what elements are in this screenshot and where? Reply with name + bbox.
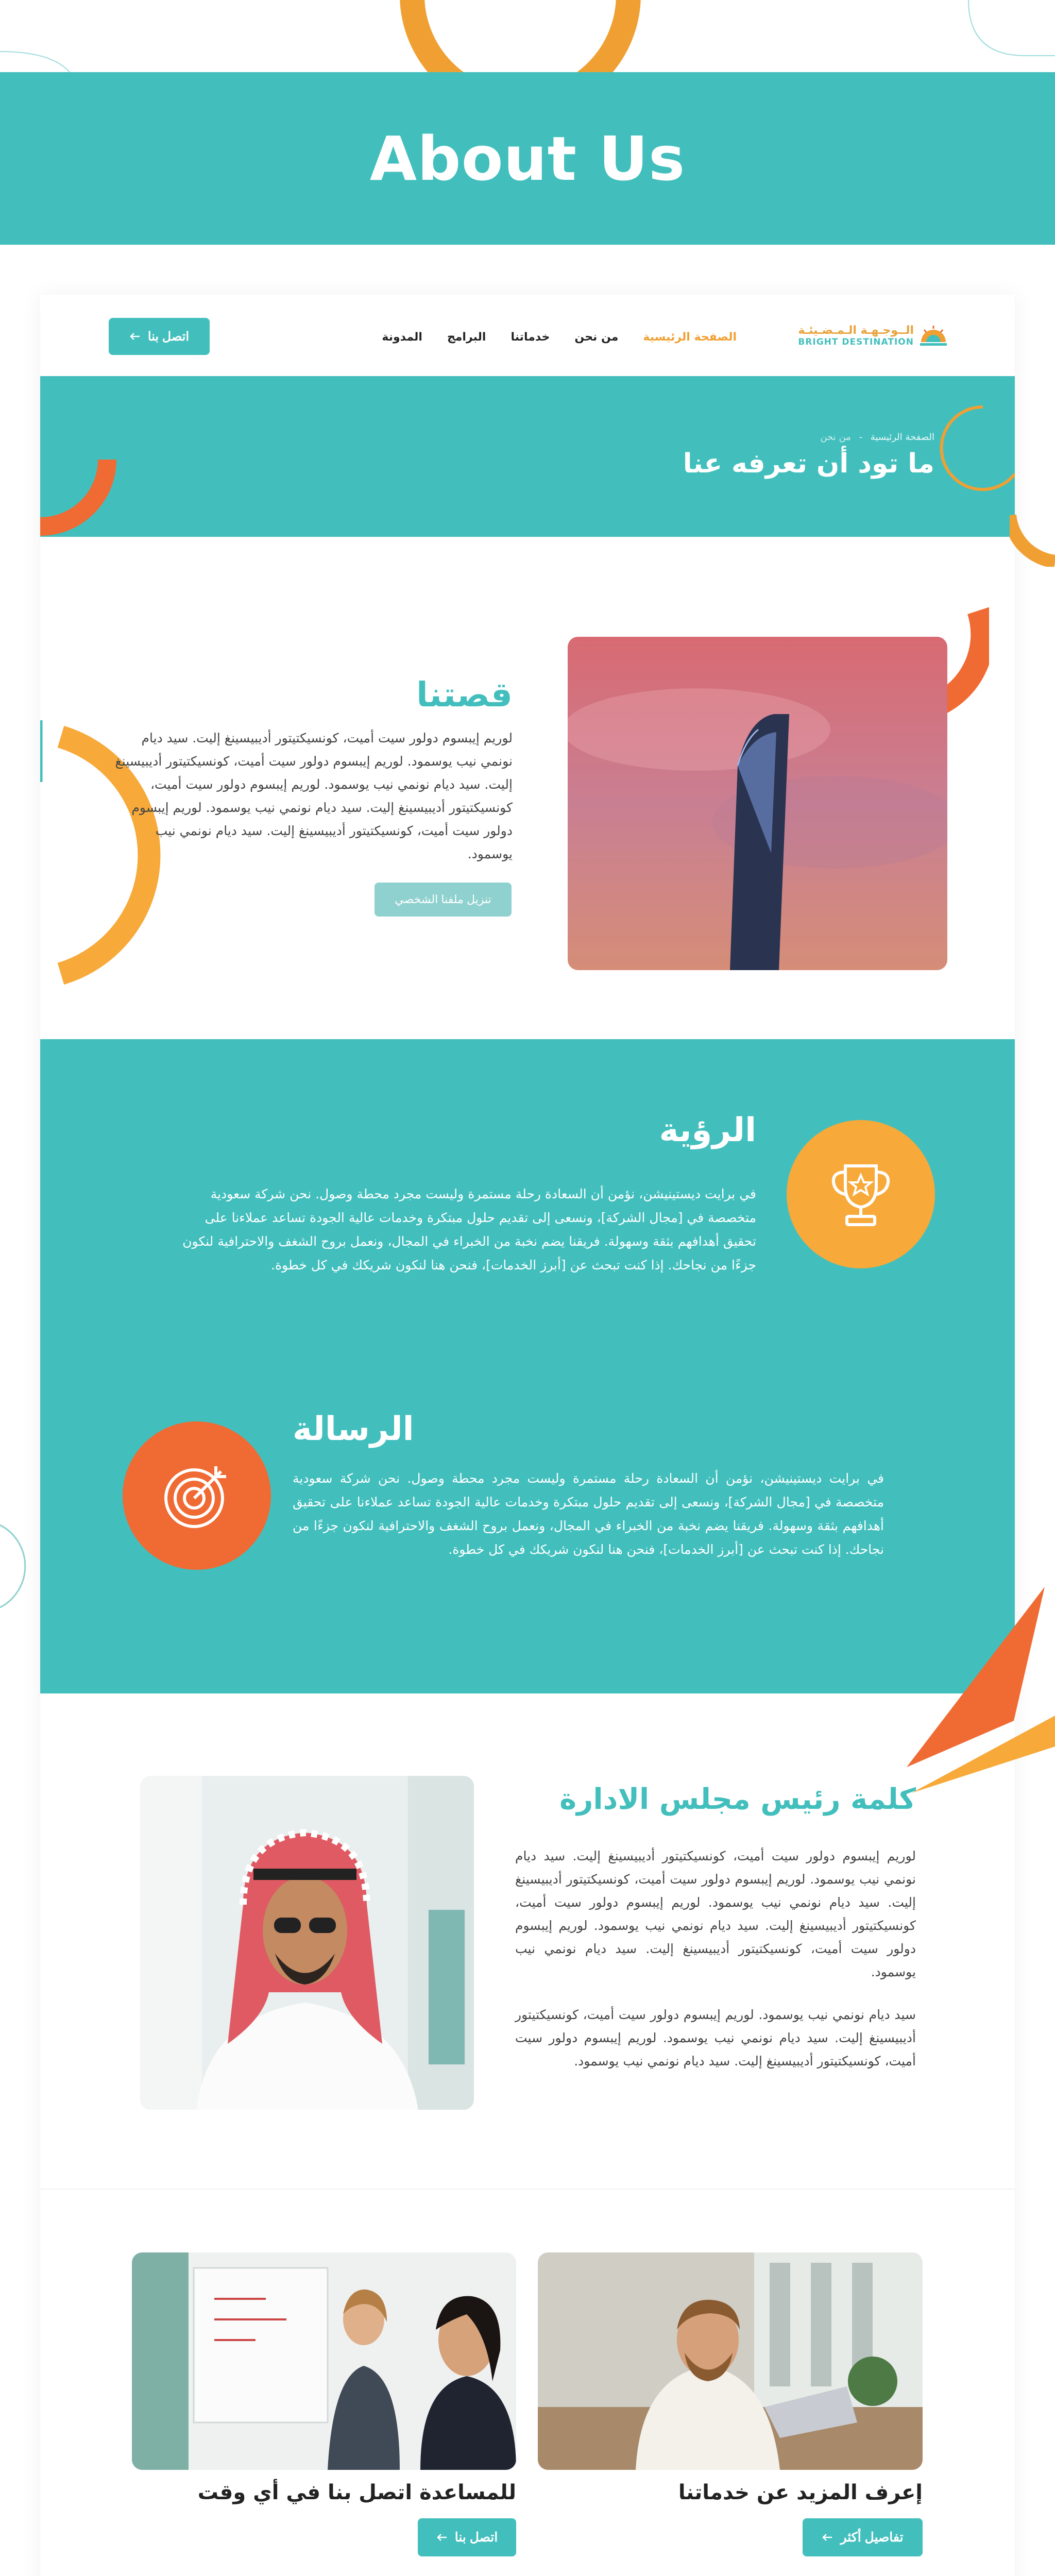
mission-title: الرسالة <box>293 1410 414 1448</box>
breadcrumb-separator: - <box>859 432 863 443</box>
services-details-label: تفاصيل أكثر <box>840 2530 904 2545</box>
banner-title: ما تود أن تعرفه عنا <box>683 448 934 479</box>
chairman-illustration <box>140 1776 474 2110</box>
chairman-paragraph-2: سيد ديام نونمي نيب يوسمود. لوريم إيبسوم دولور سيت أميت، كونسيكتيتور أديبيسينغ إليت. سيد ديام نونمي نيب يوسمود. لوريم إيبسوم دولور سيت أميت، كونسيكتيتور أديبيسينغ إليت. سيد ديام نونمي نيب يوسمود. <box>515 2007 916 2069</box>
site-header <box>40 299 1015 376</box>
hero-band <box>0 72 1055 245</box>
download-profile-button[interactable]: تنزيل ملفنا الشخصي <box>375 883 512 917</box>
card-contact-button[interactable] <box>418 2518 516 2556</box>
section-divider <box>40 2189 1015 2190</box>
breadcrumb <box>820 432 934 443</box>
vision-icon-circle <box>787 1120 935 1268</box>
arrow-left-icon <box>822 2533 833 2541</box>
women-whiteboard-illustration <box>132 2252 516 2470</box>
riyadh-tower-photo <box>568 637 947 970</box>
vision-title: الرؤية <box>659 1111 756 1149</box>
vision-mission-section <box>40 1039 1015 1693</box>
hero-title: About Us <box>369 123 686 194</box>
nav-item-programs[interactable]: البرامج <box>447 331 486 344</box>
kingdom-tower-illustration <box>568 637 947 970</box>
man-laptop-illustration <box>538 2252 923 2470</box>
vm-triangle-decoration <box>907 1587 1055 1803</box>
top-decoration <box>0 0 1055 72</box>
story-text: لوريم إيبسوم دولور سيت أميت، كونسيكتيتور أديبيسينغ إليت. سيد ديام نونمي نيب يوسمود. لوريم إيبسوم دولور سيت أميت، كونسيكتيتور أديبيسينغ إليت. سيد ديام نونمي نيب يوسمود. لوريم إيبسوم دولور سيت أميت، كونسيكتيتور أديبيسينغ إليت. سيد ديام نونمي نيب يوسمود. لوريم إيبسوم دولور سيت أميت، كونسيكتيتور أديبيسينغ إليت. سيد ديام نونمي نيب يوسمود. <box>115 731 513 861</box>
header-contact-label: اتصل بنا <box>147 329 190 344</box>
header-contact-button[interactable] <box>109 318 210 355</box>
story-title: قصتنا <box>416 675 513 715</box>
page-banner <box>40 376 1015 537</box>
nav-item-home[interactable]: الصفحة الرئيسية <box>643 331 737 344</box>
breadcrumb-home[interactable]: الصفحة الرئيسية <box>870 432 934 443</box>
decorative-shapes <box>0 0 1055 72</box>
services-card-title: إعرف المزيد عن خدماتنا <box>678 2481 923 2504</box>
nav-item-services[interactable]: خدماتنا <box>511 331 550 344</box>
services-card-photo <box>538 2252 923 2470</box>
arrow-left-icon <box>436 2533 448 2541</box>
target-icon <box>158 1457 235 1534</box>
banner-side-arc <box>1010 422 1055 567</box>
logo-english-text: BRIGHT DESTINATION <box>798 337 914 348</box>
card-contact-label: اتصل بنا <box>454 2530 498 2545</box>
chairman-photo <box>140 1776 474 2110</box>
mission-icon-circle <box>123 1421 271 1570</box>
chairman-paragraph-1: لوريم إيبسوم دولور سيت أميت، كونسيكتيتور أديبيسينغ إليت. سيد ديام نونمي نيب يوسمود. لوريم إيبسوم دولور سيت أميت، كونسيكتيتور أديبيسينغ إليت. سيد ديام نونمي نيب يوسمود. لوريم إيبسوم دولور سيت أميت، كونسيكتيتور أديبيسينغ إليت. سيد ديام نونمي نيب يوسمود. لوريم إيبسوم دولور سيت أميت، كونسيكتيتور أديبيسينغ إليت. سيد ديام نونمي نيب يوسمود. <box>515 1849 916 1979</box>
services-details-button[interactable] <box>803 2518 923 2556</box>
breadcrumb-current: من نحن <box>820 432 851 443</box>
logo-arabic-text: الــوجـهـة الـمـضـيئـة <box>798 324 914 337</box>
vision-text: في برايت ديستينيشن، نؤمن أن السعادة رحلة مستمرة وليست مجرد محطة وصول. نحن شركة سعودية متخصصة في [مجال الشركة]، ونسعى إلى تقديم حلول مبتكرة وخدمات عالية الجودة تساعد عملاءنا على تحقيق أهدافهم بثقة وسهولة. فريقنا يضم نخبة من الخبراء في المجال، ونعمل بروح الشغف والاحترافية لنكون جزءًا من نجاحك. إذا كنت تبحث عن [أبرز الخدمات]، فنحن هنا لنكون شريكك في كل خطوة. <box>182 1187 756 1273</box>
sun-logo-icon <box>919 324 948 348</box>
site-logo[interactable] <box>798 324 948 348</box>
arrow-left-icon <box>129 332 141 341</box>
mission-text: في برايت ديستينيشن، نؤمن أن السعادة رحلة مستمرة وليست مجرد محطة وصول. نحن شركة سعودية متخصصة في [مجال الشركة]، ونسعى إلى تقديم حلول مبتكرة وخدمات عالية الجودة تساعد عملاءنا على تحقيق أهدافهم بثقة وسهولة. فريقنا يضم نخبة من الخبراء في المجال، ونعمل بروح الشغف والاحترافية لنكون جزءًا من نجاحك. إذا كنت تبحث عن [أبرز الخدمات]، فنحن هنا لنكون شريكك في كل خطوة. <box>293 1471 884 1557</box>
nav-item-about[interactable]: من نحن <box>574 331 619 344</box>
main-nav <box>382 331 737 344</box>
trophy-icon <box>822 1156 899 1233</box>
nav-item-blog[interactable]: المدونة <box>382 331 422 344</box>
contact-card-photo <box>132 2252 516 2470</box>
contact-card-title: للمساعدة اتصل بنا في أي وقت <box>197 2481 516 2504</box>
chairman-title: كلمة رئيس مجلس الادارة <box>559 1783 916 1816</box>
vm-left-arc <box>0 1515 46 1618</box>
